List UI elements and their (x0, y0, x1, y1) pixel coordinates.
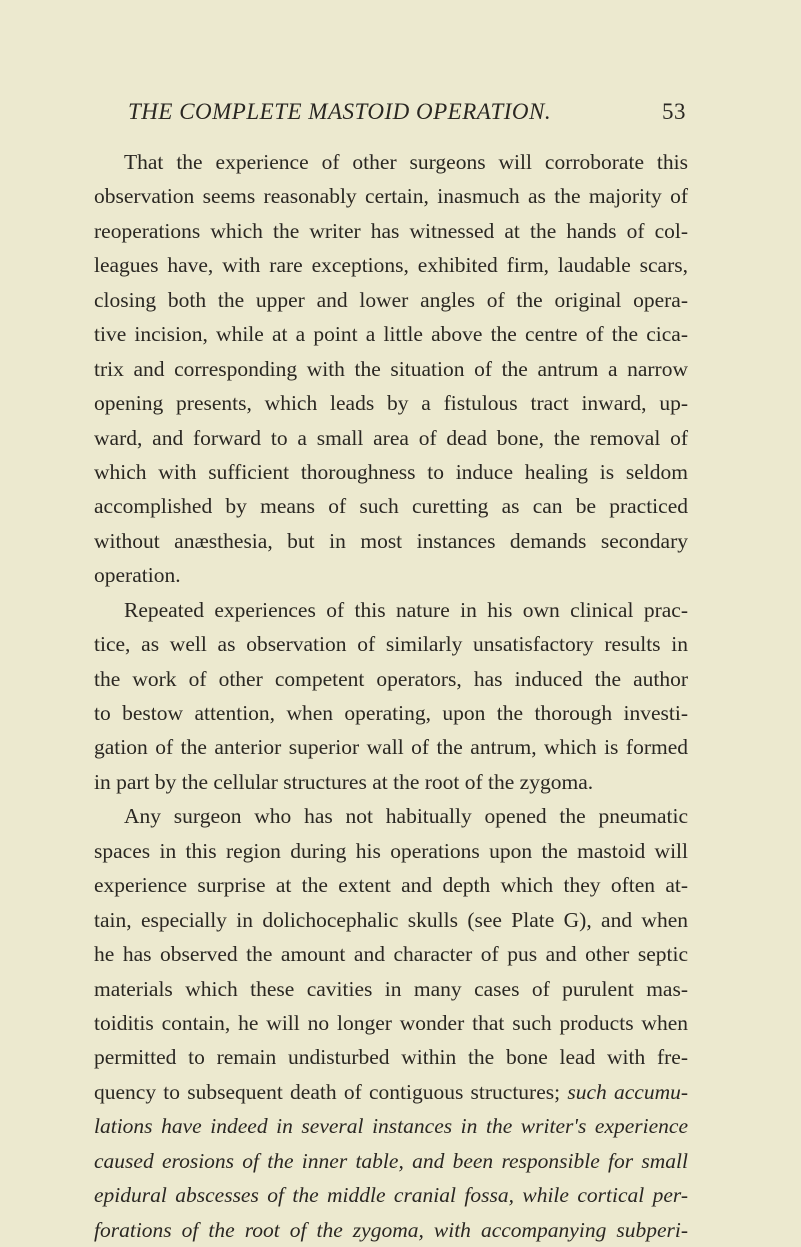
text-line: tive incision, while at a point a little above the centre of the cica- (94, 322, 688, 347)
text-line: materials which these cavities in many cases of purulent mas- (94, 976, 688, 1001)
text-line: accomplished by means of such curetting as can be practiced (94, 494, 688, 519)
text-line: Repeated experiences of this nature in his own clinical prac- (124, 597, 688, 622)
text-line: caused erosions of the inner table, and been responsible for small (94, 1148, 688, 1173)
text-line: to bestow attention, when operating, upon the thorough investi- (94, 701, 688, 725)
text-line: reoperations which the writer has witnessed at the hands of col- (94, 218, 688, 243)
text-line: the work of other competent operators, has induced the author (94, 666, 688, 691)
text-span: quency to subsequent death of contiguous structures; (94, 1079, 561, 1104)
text-line: in part by the cellular structures at the root of the zygoma. (94, 769, 594, 794)
page-number: 53 (662, 99, 686, 124)
running-head (128, 99, 686, 129)
text-line: epidural abscesses of the middle cranial fossa, while cortical per- (94, 1183, 688, 1208)
text-line: experience surprise at the extent and depth which they often at- (94, 873, 688, 898)
text-line: without anæsthesia, but in most instances demands secondary (94, 528, 688, 553)
text-line: forations of the root of the zygoma, with accompanying subperi- (94, 1217, 688, 1242)
text-line: tice, as well as observation of similarly unsatisfactory results in (94, 632, 688, 657)
text-line: ward, and forward to a small area of dead bone, the removal of (94, 425, 688, 450)
text-line: Any surgeon who has not habitually opened the pneumatic (124, 804, 688, 829)
text-line: trix and corresponding with the situation of the antrum a narrow (94, 356, 688, 381)
text-line: That the experience of other surgeons will corroborate this (124, 150, 688, 174)
text-line: observation seems reasonably certain, inasmuch as the majority of (94, 184, 688, 209)
text-line: which with sufficient thoroughness to induce healing is seldom (94, 459, 688, 484)
text-line: permitted to remain undisturbed within the bone lead with fre- (94, 1045, 688, 1070)
text-line: lations have indeed in several instances in the writer's experience (94, 1114, 688, 1139)
text-line: gation of the anterior superior wall of the antrum, which is formed (94, 735, 688, 760)
text-line: leagues have, with rare exceptions, exhibited firm, laudable scars, (94, 253, 688, 278)
text-line: tain, especially in dolichocephalic skulls (see Plate G), and when (94, 907, 688, 932)
body-text (94, 145, 688, 1247)
italic-span: such accumu- (567, 1079, 689, 1104)
text-line (94, 1075, 688, 1109)
text-line: closing both the upper and lower angles of the original opera- (94, 287, 688, 312)
text-line: he has observed the amount and character of pus and other septic (94, 942, 688, 967)
text-line: operation. (94, 563, 181, 588)
running-title: THE COMPLETE MASTOID OPERATION. (128, 99, 552, 124)
text-line: opening presents, which leads by a fistulous tract inward, up- (94, 391, 688, 416)
text-line: spaces in this region during his operations upon the mastoid will (94, 838, 688, 863)
text-line: toiditis contain, he will no longer wonder that such products when (94, 1010, 688, 1035)
